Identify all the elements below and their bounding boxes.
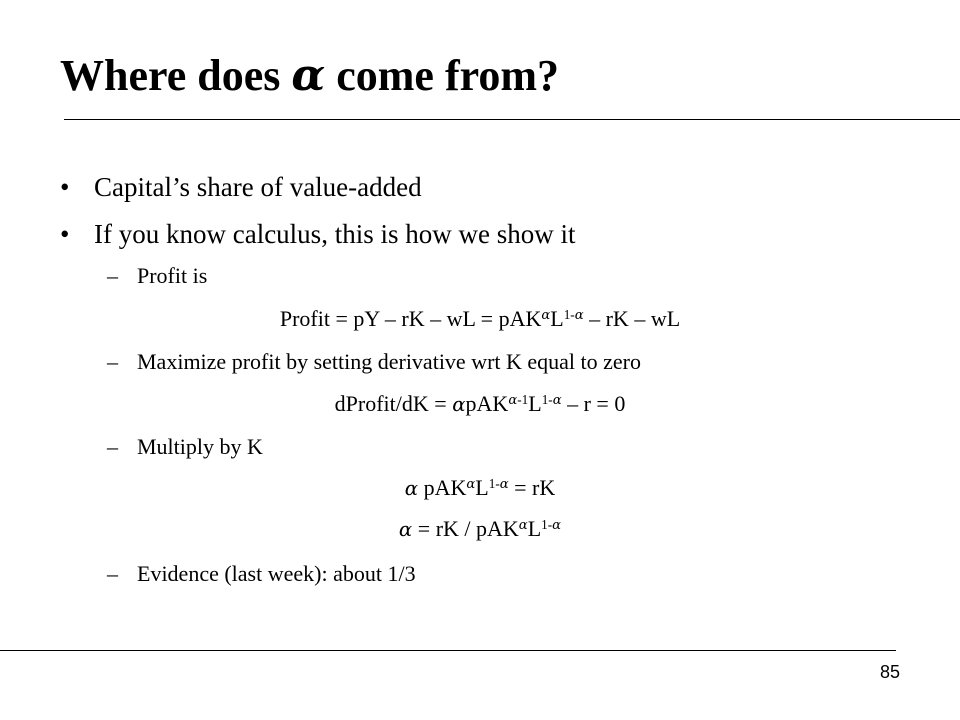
equation-profit: Profit = pY – rK – wL = $pAK^\alpha L^{1-\alpha}$ – rK – wL — [279, 306, 681, 331]
dash-marker: – — [107, 263, 118, 288]
title-alpha-symbol: α — [291, 50, 326, 101]
sub-item-profit — [107, 262, 207, 290]
dash-marker: – — [107, 434, 118, 459]
sub-item-text: Multiply by K — [137, 434, 263, 459]
bullet-marker: • — [60, 172, 70, 202]
equation-alpha-result: α = rK / $pAK^\alpha L^{1-\alpha}$ — [398, 516, 562, 541]
title-underline — [64, 119, 960, 120]
equation-derivative: dProfit/dK = $\alpha pAK^{\alpha-1}L^{1-\alpha} - r = 0$ — [334, 391, 626, 416]
sub-item-maximize — [107, 348, 641, 376]
dash-marker: – — [107, 561, 118, 586]
page-number: 85 — [880, 662, 901, 682]
dash-marker: – — [107, 349, 118, 374]
title-text-before: Where does — [60, 51, 292, 100]
bullet-item-capital-share — [60, 170, 422, 204]
sub-item-text: Maximize profit by setting derivative wrt K equal to zero — [137, 349, 642, 374]
equation-multiplied: α $pAK^\alpha L^{1-\alpha}$ = rK — [404, 475, 556, 500]
title-text-after: come from? — [325, 51, 559, 100]
slide-title — [60, 48, 559, 104]
bullet-text: Capital’s share of value-added — [94, 172, 422, 202]
bullet-text: If you know calculus, this is how we show it — [94, 219, 576, 249]
footer-rule — [0, 650, 896, 651]
sub-item-evidence — [107, 560, 416, 588]
bullet-item-calculus — [60, 217, 575, 251]
bullet-marker: • — [60, 219, 70, 249]
sub-item-text: Profit is — [137, 263, 208, 288]
sub-item-multiply — [107, 433, 263, 461]
sub-item-text: Evidence (last week): about 1/3 — [137, 561, 416, 586]
